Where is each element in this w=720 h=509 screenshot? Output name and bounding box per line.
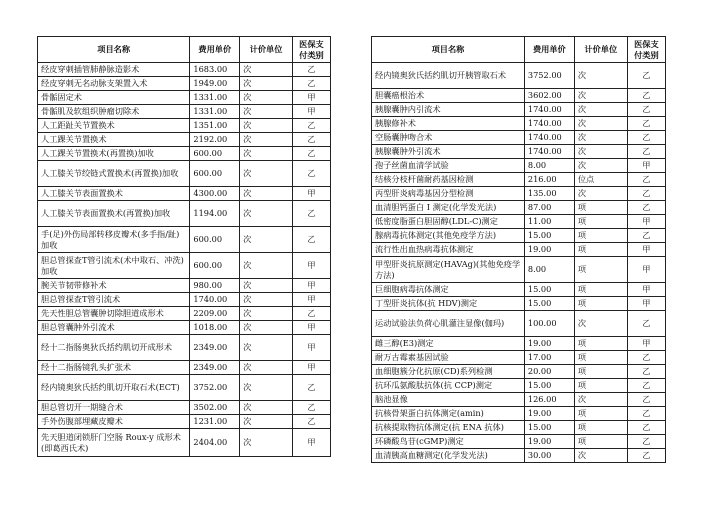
- header-unit-price: 费用单价: [524, 37, 574, 63]
- insurance-category-cell: 乙: [292, 63, 330, 77]
- pricing-unit-cell: 次: [240, 63, 293, 77]
- item-name-cell: 经十二指肠奥狄氏括约肌切开成形术: [38, 335, 190, 361]
- table-row: [38, 91, 331, 105]
- table-row: [372, 421, 666, 435]
- item-name-cell: 血清胆钙蛋白 I 测定(化学发光法): [372, 201, 525, 215]
- unit-price-cell: 8.00: [524, 257, 574, 283]
- unit-price-cell: 1740.00: [524, 145, 574, 159]
- pricing-unit-cell: 次: [574, 187, 627, 201]
- table-row: [38, 253, 331, 279]
- item-name-cell: 孢子丝菌血清学试验: [372, 159, 525, 173]
- pricing-unit-cell: 次: [574, 117, 627, 131]
- unit-price-cell: 1683.00: [190, 63, 240, 77]
- insurance-category-cell: 甲: [292, 335, 330, 361]
- table-row: [38, 187, 331, 201]
- insurance-category-cell: 乙: [627, 131, 665, 145]
- table-row: [372, 229, 666, 243]
- pricing-unit-cell: 项: [574, 297, 627, 311]
- item-name-cell: 流行性出血热病毒抗体测定: [372, 243, 525, 257]
- pricing-unit-cell: 次: [240, 307, 293, 321]
- insurance-category-cell: 甲: [627, 215, 665, 229]
- pricing-unit-cell: 次: [240, 147, 293, 161]
- header-pricing-unit: 计价单位: [240, 37, 293, 63]
- table-row: [38, 63, 331, 77]
- pricing-unit-cell: 次: [240, 279, 293, 293]
- insurance-category-cell: 乙: [627, 379, 665, 393]
- item-name-cell: 结核分枝杆菌耐药基因检测: [372, 173, 525, 187]
- fee-table-right-body: [372, 37, 666, 463]
- item-name-cell: 胆总管囊肿外引流术: [38, 321, 190, 335]
- pricing-unit-cell: 项: [574, 215, 627, 229]
- pricing-unit-cell: 次: [240, 253, 293, 279]
- item-name-cell: 脑池显像: [372, 393, 525, 407]
- unit-price-cell: 100.00: [524, 311, 574, 337]
- unit-price-cell: 3502.00: [190, 401, 240, 415]
- table-row: [38, 201, 331, 227]
- item-name-cell: 丁型肝炎抗体(抗 HDV)测定: [372, 297, 525, 311]
- table-row: [38, 147, 331, 161]
- unit-price-cell: 3602.00: [524, 89, 574, 103]
- table-row: [372, 243, 666, 257]
- item-name-cell: 胆总管探查T管引流术: [38, 293, 190, 307]
- pricing-unit-cell: 次: [240, 335, 293, 361]
- insurance-category-cell: 甲: [292, 429, 330, 457]
- item-name-cell: 环磷酸鸟苷(cGMP)测定: [372, 435, 525, 449]
- insurance-category-cell: 乙: [627, 449, 665, 463]
- table-row: [372, 311, 666, 337]
- unit-price-cell: 17.00: [524, 351, 574, 365]
- item-name-cell: 先天性胆总管囊肿切除胆道成形术: [38, 307, 190, 321]
- item-name-cell: 空肠囊肿吻合术: [372, 131, 525, 145]
- item-name-cell: 耐万古霉素基因试验: [372, 351, 525, 365]
- item-name-cell: 腕关节韧带修补术: [38, 279, 190, 293]
- item-name-cell: 人工距趾关节置换术: [38, 119, 190, 133]
- table-row: [38, 375, 331, 401]
- pricing-unit-cell: 次: [240, 401, 293, 415]
- pricing-unit-cell: 次: [240, 361, 293, 375]
- unit-price-cell: 1351.00: [190, 119, 240, 133]
- table-row: [38, 161, 331, 187]
- table-row: [372, 393, 666, 407]
- item-name-cell: 经十二指肠镜乳头扩张术: [38, 361, 190, 375]
- pricing-unit-cell: 项: [574, 351, 627, 365]
- table-row: [38, 335, 331, 361]
- table-row: [372, 201, 666, 215]
- unit-price-cell: 15.00: [524, 421, 574, 435]
- insurance-category-cell: 乙: [292, 201, 330, 227]
- table-row: [38, 105, 331, 119]
- unit-price-cell: 3752.00: [190, 375, 240, 401]
- unit-price-cell: 2349.00: [190, 335, 240, 361]
- insurance-category-cell: 乙: [627, 145, 665, 159]
- table-row: [372, 257, 666, 283]
- unit-price-cell: 2209.00: [190, 307, 240, 321]
- pricing-unit-cell: 项: [574, 379, 627, 393]
- item-name-cell: 运动试验法负荷心肌灌注显像(伽玛): [372, 311, 525, 337]
- insurance-category-cell: 乙: [627, 117, 665, 131]
- unit-price-cell: 19.00: [524, 243, 574, 257]
- table-row: [38, 293, 331, 307]
- item-name-cell: 低密度脂蛋白胆固醇(LDL-C)测定: [372, 215, 525, 229]
- insurance-category-cell: 乙: [292, 307, 330, 321]
- item-name-cell: 胆囊癌根治术: [372, 89, 525, 103]
- unit-price-cell: 19.00: [524, 407, 574, 421]
- item-name-cell: 骨骺固定术: [38, 91, 190, 105]
- pricing-unit-cell: 次: [574, 63, 627, 89]
- insurance-category-cell: 乙: [292, 77, 330, 91]
- unit-price-cell: 4300.00: [190, 187, 240, 201]
- table-row: [372, 131, 666, 145]
- item-name-cell: 胰腺囊肿外引流术: [372, 145, 525, 159]
- unit-price-cell: 1740.00: [524, 103, 574, 117]
- insurance-category-cell: 甲: [627, 337, 665, 351]
- insurance-category-cell: 甲: [627, 283, 665, 297]
- table-row: [372, 187, 666, 201]
- insurance-category-cell: 乙: [292, 227, 330, 253]
- table-row: [372, 117, 666, 131]
- insurance-category-cell: 甲: [627, 243, 665, 257]
- insurance-category-cell: 乙: [627, 103, 665, 117]
- item-name-cell: 经皮穿刺插管肺静脉造影术: [38, 63, 190, 77]
- header-insurance-category: 医保支付类别: [627, 37, 665, 63]
- table-row: [372, 103, 666, 117]
- header-pricing-unit: 计价单位: [574, 37, 627, 63]
- pricing-unit-cell: 项: [574, 243, 627, 257]
- pricing-unit-cell: 项: [574, 435, 627, 449]
- item-name-cell: 抗核骨架蛋白抗体测定(amin): [372, 407, 525, 421]
- table-row: [38, 77, 331, 91]
- table-row: [372, 365, 666, 379]
- table-row: [372, 283, 666, 297]
- unit-price-cell: 2404.00: [190, 429, 240, 457]
- pricing-unit-cell: 次: [240, 119, 293, 133]
- insurance-category-cell: 甲: [292, 105, 330, 119]
- header-unit-price: 费用单价: [190, 37, 240, 63]
- pricing-unit-cell: 次: [240, 77, 293, 91]
- table-row: [372, 159, 666, 173]
- pricing-unit-cell: 项: [574, 337, 627, 351]
- pricing-unit-cell: 项: [574, 201, 627, 215]
- pricing-unit-cell: 次: [574, 393, 627, 407]
- unit-price-cell: 1740.00: [524, 131, 574, 145]
- insurance-category-cell: 乙: [627, 229, 665, 243]
- unit-price-cell: 980.00: [190, 279, 240, 293]
- table-row: [38, 429, 331, 457]
- unit-price-cell: 20.00: [524, 365, 574, 379]
- unit-price-cell: 600.00: [190, 253, 240, 279]
- pricing-unit-cell: 项: [574, 421, 627, 435]
- insurance-category-cell: 甲: [292, 293, 330, 307]
- item-name-cell: 人工踝关节置换术(再置换)加收: [38, 147, 190, 161]
- unit-price-cell: 15.00: [524, 379, 574, 393]
- pricing-unit-cell: 次: [240, 161, 293, 187]
- table-row: [372, 297, 666, 311]
- pricing-unit-cell: 次: [574, 145, 627, 159]
- pricing-unit-cell: 次: [240, 187, 293, 201]
- table-row: [38, 401, 331, 415]
- unit-price-cell: 2349.00: [190, 361, 240, 375]
- insurance-category-cell: 乙: [627, 407, 665, 421]
- insurance-category-cell: 甲: [627, 257, 665, 283]
- table-row: [372, 379, 666, 393]
- pricing-unit-cell: 次: [240, 429, 293, 457]
- item-name-cell: 经皮穿刺无名动脉支架置入术: [38, 77, 190, 91]
- table-header-row: [38, 37, 331, 63]
- insurance-category-cell: 乙: [292, 375, 330, 401]
- item-name-cell: 巨细胞病毒抗体测定: [372, 283, 525, 297]
- insurance-category-cell: 乙: [627, 173, 665, 187]
- table-row: [38, 361, 331, 375]
- table-row: [372, 63, 666, 89]
- table-row: [38, 321, 331, 335]
- unit-price-cell: 600.00: [190, 161, 240, 187]
- header-item-name: 项目名称: [372, 37, 525, 63]
- pricing-unit-cell: 次: [240, 293, 293, 307]
- insurance-category-cell: 乙: [627, 89, 665, 103]
- insurance-category-cell: 乙: [292, 147, 330, 161]
- table-row: [38, 227, 331, 253]
- table-header-row: [372, 37, 666, 63]
- pricing-unit-cell: 次: [240, 105, 293, 119]
- item-name-cell: 人工踝关节置换术: [38, 133, 190, 147]
- item-name-cell: 胆总管切开一期缝合术: [38, 401, 190, 415]
- insurance-category-cell: 乙: [627, 435, 665, 449]
- item-name-cell: 腺病毒抗体测定(其他免疫学方法): [372, 229, 525, 243]
- insurance-category-cell: 乙: [627, 393, 665, 407]
- pricing-unit-cell: 次: [574, 159, 627, 173]
- header-insurance-category: 医保支付类别: [292, 37, 330, 63]
- item-name-cell: 胆总管探查T管引流术(术中取石、冲洗)加收: [38, 253, 190, 279]
- unit-price-cell: 126.00: [524, 393, 574, 407]
- insurance-category-cell: 乙: [292, 415, 330, 429]
- unit-price-cell: 1231.00: [190, 415, 240, 429]
- table-row: [372, 173, 666, 187]
- insurance-category-cell: 乙: [627, 351, 665, 365]
- unit-price-cell: 30.00: [524, 449, 574, 463]
- item-name-cell: 手外伤腹部埋藏皮瓣术: [38, 415, 190, 429]
- item-name-cell: 丙型肝炎病毒基因分型检测: [372, 187, 525, 201]
- unit-price-cell: 8.00: [524, 159, 574, 173]
- pricing-unit-cell: 项: [574, 229, 627, 243]
- item-name-cell: 胰腺囊肿内引流术: [372, 103, 525, 117]
- item-name-cell: 先天胆道闭锁肝门空肠 Roux-y 成形术(即葛西氏术): [38, 429, 190, 457]
- insurance-category-cell: 甲: [292, 321, 330, 335]
- pricing-unit-cell: 项: [574, 407, 627, 421]
- item-name-cell: 雌三醇(E3)测定: [372, 337, 525, 351]
- item-name-cell: 经内镜奥狄氏括约肌切开胰管取石术: [372, 63, 525, 89]
- item-name-cell: 骨骺肌及软组织肿瘤切除术: [38, 105, 190, 119]
- item-name-cell: 血细胞簇分化抗原(CD)系列检测: [372, 365, 525, 379]
- unit-price-cell: 2192.00: [190, 133, 240, 147]
- insurance-category-cell: 甲: [292, 361, 330, 375]
- table-row: [372, 145, 666, 159]
- unit-price-cell: 216.00: [524, 173, 574, 187]
- unit-price-cell: 1331.00: [190, 91, 240, 105]
- table-row: [38, 415, 331, 429]
- item-name-cell: 甲型肝炎抗原测定(HAVAg)(其他免疫学方法): [372, 257, 525, 283]
- pricing-unit-cell: 次: [240, 227, 293, 253]
- pricing-unit-cell: 项: [574, 257, 627, 283]
- insurance-category-cell: 乙: [627, 201, 665, 215]
- unit-price-cell: 11.00: [524, 215, 574, 229]
- table-row: [38, 119, 331, 133]
- item-name-cell: 人工膝关节表面置换术: [38, 187, 190, 201]
- insurance-category-cell: 甲: [292, 253, 330, 279]
- unit-price-cell: 1194.00: [190, 201, 240, 227]
- item-name-cell: 胰腺修补术: [372, 117, 525, 131]
- pricing-unit-cell: 位点: [574, 173, 627, 187]
- fee-table-left-body: [38, 37, 331, 457]
- table-row: [38, 307, 331, 321]
- table-row: [372, 407, 666, 421]
- table-row: [372, 449, 666, 463]
- table-row: [372, 215, 666, 229]
- item-name-cell: 抗环瓜氨酸肽抗体(抗 CCP)测定: [372, 379, 525, 393]
- unit-price-cell: 1740.00: [524, 117, 574, 131]
- unit-price-cell: 1018.00: [190, 321, 240, 335]
- unit-price-cell: 600.00: [190, 147, 240, 161]
- item-name-cell: 人工膝关节表面置换术(再置换)加收: [38, 201, 190, 227]
- table-row: [372, 337, 666, 351]
- pricing-unit-cell: 次: [574, 103, 627, 117]
- pricing-unit-cell: 次: [240, 91, 293, 105]
- table-row: [372, 89, 666, 103]
- item-name-cell: 经内镜奥狄氏括约肌切开取石术(ECT): [38, 375, 190, 401]
- unit-price-cell: 600.00: [190, 227, 240, 253]
- pricing-unit-cell: 项: [574, 365, 627, 379]
- insurance-category-cell: 甲: [292, 187, 330, 201]
- unit-price-cell: 1740.00: [190, 293, 240, 307]
- item-name-cell: 血清胰高血糖测定(化学发光法): [372, 449, 525, 463]
- insurance-category-cell: 乙: [627, 421, 665, 435]
- pricing-unit-cell: 次: [574, 89, 627, 103]
- unit-price-cell: 1949.00: [190, 77, 240, 91]
- pricing-unit-cell: 次: [574, 449, 627, 463]
- pricing-unit-cell: 次: [240, 201, 293, 227]
- table-row: [372, 435, 666, 449]
- insurance-category-cell: 乙: [627, 63, 665, 89]
- insurance-category-cell: 乙: [627, 311, 665, 337]
- item-name-cell: 手(足)外伤局部转移皮瓣术(多手指/趾)加收: [38, 227, 190, 253]
- header-item-name: 项目名称: [38, 37, 190, 63]
- unit-price-cell: 15.00: [524, 283, 574, 297]
- table-row: [38, 133, 331, 147]
- pricing-unit-cell: 次: [240, 375, 293, 401]
- insurance-category-cell: 甲: [292, 279, 330, 293]
- pricing-unit-cell: 次: [240, 133, 293, 147]
- table-row: [38, 279, 331, 293]
- pricing-unit-cell: 次: [240, 415, 293, 429]
- fee-table-left: [37, 36, 331, 457]
- insurance-category-cell: 乙: [292, 119, 330, 133]
- unit-price-cell: 15.00: [524, 297, 574, 311]
- insurance-category-cell: 乙: [292, 161, 330, 187]
- table-row: [372, 351, 666, 365]
- unit-price-cell: 3752.00: [524, 63, 574, 89]
- insurance-category-cell: 甲: [292, 91, 330, 105]
- pricing-unit-cell: 次: [574, 311, 627, 337]
- insurance-category-cell: 甲: [627, 297, 665, 311]
- unit-price-cell: 19.00: [524, 337, 574, 351]
- unit-price-cell: 19.00: [524, 435, 574, 449]
- unit-price-cell: 15.00: [524, 229, 574, 243]
- insurance-category-cell: 乙: [627, 187, 665, 201]
- unit-price-cell: 135.00: [524, 187, 574, 201]
- fee-table-right: [371, 36, 666, 463]
- insurance-category-cell: 甲: [627, 159, 665, 173]
- insurance-category-cell: 乙: [627, 365, 665, 379]
- item-name-cell: 人工膝关节绞链式置换术(再置换)加收: [38, 161, 190, 187]
- pricing-unit-cell: 次: [240, 321, 293, 335]
- pricing-unit-cell: 项: [574, 283, 627, 297]
- unit-price-cell: 1331.00: [190, 105, 240, 119]
- pricing-unit-cell: 次: [574, 131, 627, 145]
- item-name-cell: 抗核提取物抗体测定(抗 ENA 抗体): [372, 421, 525, 435]
- unit-price-cell: 87.00: [524, 201, 574, 215]
- insurance-category-cell: 乙: [292, 401, 330, 415]
- insurance-category-cell: 乙: [292, 133, 330, 147]
